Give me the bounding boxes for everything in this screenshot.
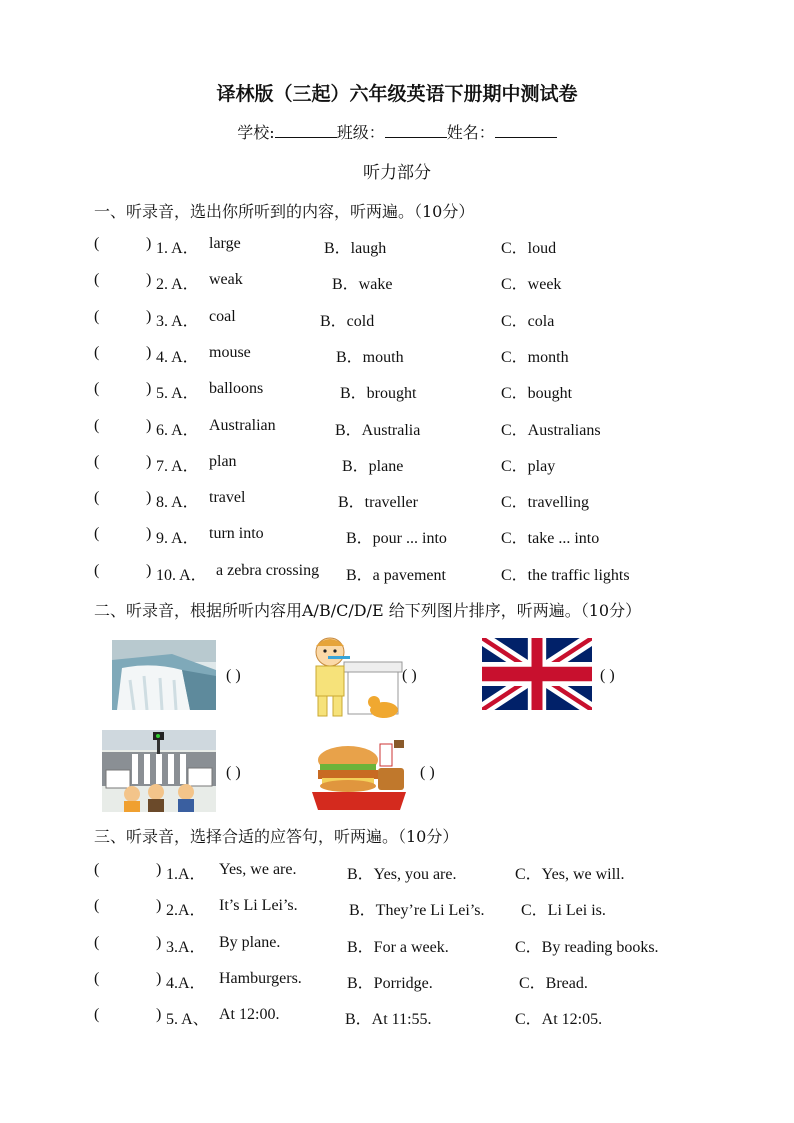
section1-question [94, 562, 734, 584]
answer-paren-close[interactable]: ) [146, 561, 152, 579]
section1-question [94, 344, 734, 366]
option-c: C．week [501, 276, 562, 294]
question-number: 1. A． [156, 240, 199, 257]
answer-paren-close[interactable]: ) [146, 416, 152, 434]
section3-question [94, 970, 734, 992]
answer-paren-close[interactable]: ) [146, 525, 152, 543]
section1-question [94, 525, 734, 547]
option-a: mouse [209, 343, 251, 361]
picture5-answer[interactable]: ( ) [420, 764, 435, 781]
option-c: C．By reading books. [515, 938, 659, 956]
answer-paren-open[interactable]: ( [94, 897, 100, 915]
section1-question [94, 235, 734, 257]
answer-paren-close[interactable]: ) [146, 235, 152, 252]
answer-paren-close[interactable]: ) [156, 897, 162, 915]
section1-question [94, 453, 734, 475]
option-c: C．month [501, 348, 569, 366]
zebra-crossing-picture [102, 730, 216, 812]
option-a: plan [209, 452, 237, 470]
answer-paren-open[interactable]: ( [94, 1006, 100, 1024]
option-b: B．a pavement [346, 566, 446, 584]
section3-question [94, 1006, 734, 1028]
question-number: 5. A、 [166, 1011, 209, 1029]
option-a: travel [209, 489, 246, 507]
question-number: 5. A． [156, 385, 199, 403]
option-a: Hamburgers. [219, 969, 302, 987]
answer-paren-close[interactable]: ) [146, 271, 152, 289]
question-number: 10. A． [156, 566, 207, 584]
union-jack-flag-picture [482, 638, 592, 710]
option-a: turn into [209, 525, 264, 543]
option-b: B．plane [342, 457, 404, 475]
option-c: C．play [501, 457, 556, 475]
section1-question [94, 308, 734, 330]
section2-heading: 二、听录音，根据所听内容用A/B/C/D/E 给下列图片排序，听两遍。（10分） [94, 601, 642, 620]
picture2-answer[interactable]: ( ) [402, 667, 417, 684]
option-b: B．brought [340, 385, 417, 403]
answer-paren-open[interactable]: ( [94, 489, 100, 507]
answer-paren-close[interactable]: ) [156, 969, 162, 987]
answer-paren-close[interactable]: ) [146, 307, 152, 325]
option-b: B．For a week. [347, 938, 449, 956]
option-a: By plane. [219, 933, 281, 951]
answer-paren-close[interactable]: ) [146, 343, 152, 361]
answer-paren-open[interactable]: ( [94, 969, 100, 987]
answer-paren-open[interactable]: ( [94, 561, 100, 579]
answer-paren-close[interactable]: ) [156, 933, 162, 951]
hamburger-meal-picture [308, 734, 410, 810]
section3-question [94, 934, 734, 956]
option-a: large [209, 235, 241, 252]
option-b: B．They’re Li Lei’s. [349, 902, 485, 920]
exam-title: 译林版（三起）六年级英语下册期中测试卷 [216, 83, 578, 105]
option-b: B．traveller [338, 494, 418, 512]
option-a: balloons [209, 380, 264, 398]
listening-part-title: 听力部分 [363, 163, 431, 183]
answer-paren-close[interactable]: ) [146, 452, 152, 470]
option-a: weak [209, 271, 243, 289]
option-c: C．the traffic lights [501, 566, 630, 584]
section3-question [94, 861, 734, 883]
class-label: 班级： [336, 123, 385, 142]
school-label: 学校: [237, 123, 275, 142]
picture3-answer[interactable]: ( ) [600, 667, 615, 684]
option-c: C．bought [501, 385, 573, 403]
option-c: C．travelling [501, 494, 589, 512]
answer-paren-open[interactable]: ( [94, 343, 100, 361]
option-b: B．Australia [335, 421, 421, 439]
question-number: 7. A． [156, 457, 199, 475]
option-c: C．cola [501, 312, 555, 330]
question-number: 4. A． [156, 348, 199, 366]
question-number: 9. A． [156, 530, 199, 548]
option-b: B．Yes, you are. [347, 866, 457, 883]
section3-heading: 三、听录音，选择合适的应答句，听两遍。（10分） [94, 827, 459, 846]
question-number: 3. A． [156, 312, 199, 330]
option-b: B．Porridge. [347, 974, 433, 992]
answer-paren-open[interactable]: ( [94, 861, 100, 878]
option-c: C．loud [501, 240, 557, 257]
question-number: 1.A． [166, 866, 206, 883]
section1-question [94, 271, 734, 293]
option-c: C．Australians [501, 421, 601, 439]
section1-question [94, 417, 734, 439]
waterfall-picture [112, 640, 216, 710]
answer-paren-close[interactable]: ) [146, 489, 152, 507]
option-a: Australian [209, 416, 276, 434]
name-label: 姓名： [446, 123, 495, 142]
question-number: 4.A． [166, 974, 206, 992]
picture1-answer[interactable]: ( ) [226, 667, 241, 684]
question-number: 2. A． [156, 276, 199, 294]
answer-paren-close[interactable]: ) [156, 1006, 162, 1024]
answer-paren-open[interactable]: ( [94, 933, 100, 951]
answer-paren-open[interactable]: ( [94, 271, 100, 289]
section1-question [94, 380, 734, 402]
option-b: B．laugh [324, 240, 387, 257]
class-blank[interactable] [385, 123, 447, 138]
option-b: B．At 11:55. [345, 1011, 432, 1029]
option-a: At 12:00. [219, 1006, 280, 1024]
option-a: Yes, we are. [219, 861, 297, 878]
option-a: coal [209, 307, 236, 325]
section3-question [94, 897, 734, 919]
option-a: It’s Li Lei’s. [219, 897, 298, 915]
option-b: B．pour ... into [346, 530, 447, 548]
child-brushing-teeth-picture [300, 632, 404, 720]
answer-paren-close[interactable]: ) [156, 861, 162, 878]
option-c: C．Yes, we will. [515, 866, 625, 883]
question-number: 2.A． [166, 902, 206, 920]
option-b: B．cold [320, 312, 375, 330]
question-number: 3.A． [166, 938, 206, 956]
option-b: B．wake [332, 276, 393, 294]
picture4-answer[interactable]: ( ) [226, 764, 241, 781]
answer-paren-open[interactable]: ( [94, 525, 100, 543]
student-info-line [0, 120, 794, 143]
answer-paren-close[interactable]: ) [146, 380, 152, 398]
question-number: 8. A． [156, 494, 199, 512]
answer-paren-open[interactable]: ( [94, 452, 100, 470]
answer-paren-open[interactable]: ( [94, 307, 100, 325]
name-blank[interactable] [495, 123, 557, 138]
option-c: C．Li Lei is. [521, 902, 606, 920]
answer-paren-open[interactable]: ( [94, 380, 100, 398]
option-c: C．Bread. [519, 974, 588, 992]
school-blank[interactable] [275, 123, 337, 138]
question-number: 6. A． [156, 421, 199, 439]
answer-paren-open[interactable]: ( [94, 235, 100, 252]
option-a: a zebra crossing [216, 561, 320, 579]
option-c: C．At 12:05. [515, 1011, 603, 1029]
section1-heading: 一、听录音，选出你所听到的内容，听两遍。（10分） [94, 202, 475, 221]
option-c: C．take ... into [501, 530, 600, 548]
option-b: B．mouth [336, 348, 404, 366]
answer-paren-open[interactable]: ( [94, 416, 100, 434]
section1-question [94, 489, 734, 511]
